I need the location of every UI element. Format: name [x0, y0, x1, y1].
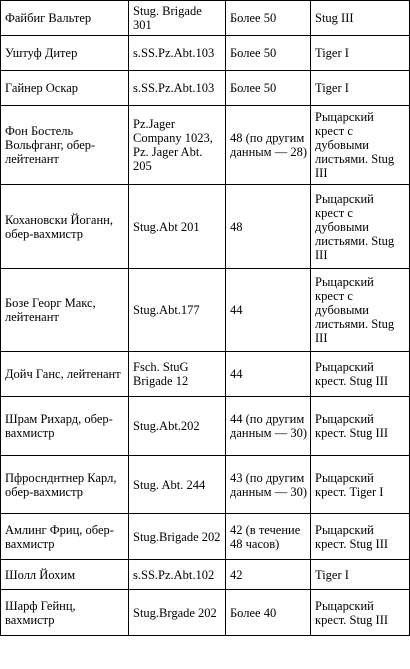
- unit-cell: Stug.Abt 201: [129, 185, 226, 269]
- unit-cell: Stug.Brgade 202: [129, 590, 226, 636]
- table-row: [1, 352, 410, 397]
- table-row: [1, 36, 410, 71]
- award-vehicle-cell: Рыцарский крест с дубовыми листьями. Stug III: [311, 269, 410, 352]
- name-cell: Шарф Гейнц, вахмистр: [1, 590, 129, 636]
- table-row: [1, 185, 410, 269]
- award-vehicle-cell: Рыцарский крест с дубовыми листьями. Stug III: [311, 185, 410, 269]
- table-row: [1, 590, 410, 636]
- unit-cell: s.SS.Pz.Abt.103: [129, 71, 226, 106]
- kills-cell: 48: [226, 185, 311, 269]
- kills-cell: 43 (по другим данным — 30): [226, 456, 311, 514]
- award-vehicle-cell: Рыцарский крест. Stug III: [311, 397, 410, 456]
- name-cell: Уштуф Дитер: [1, 36, 129, 71]
- unit-cell: Fsch. StuG Brigade 12: [129, 352, 226, 397]
- table-row: [1, 514, 410, 560]
- unit-cell: s.SS.Pz.Abt.103: [129, 36, 226, 71]
- unit-cell: Stug.Abt.202: [129, 397, 226, 456]
- table-row: [1, 106, 410, 185]
- kills-cell: 42: [226, 560, 311, 590]
- unit-cell: Stug. Abt. 244: [129, 456, 226, 514]
- name-cell: Фон Бостель Вольфганг, обер-лейтенант: [1, 106, 129, 185]
- name-cell: Пфроснднтнер Карл, обер-вахмистр: [1, 456, 129, 514]
- kills-cell: Более 50: [226, 71, 311, 106]
- award-vehicle-cell: Рыцарский крест. Stug III: [311, 590, 410, 636]
- unit-cell: Pz.Jager Company 1023, Pz. Jager Abt. 205: [129, 106, 226, 185]
- name-cell: Дойч Ганс, лейтенант: [1, 352, 129, 397]
- award-vehicle-cell: Рыцарский крест. Tiger I: [311, 456, 410, 514]
- unit-cell: Stug.Brigade 202: [129, 514, 226, 560]
- unit-cell: Stug. Brigade 301: [129, 1, 226, 36]
- award-vehicle-cell: Tiger I: [311, 71, 410, 106]
- kills-cell: Более 40: [226, 590, 311, 636]
- table-row: [1, 456, 410, 514]
- kills-cell: 44: [226, 269, 311, 352]
- award-vehicle-cell: Рыцарский крест с дубовыми листьями. Stug III: [311, 106, 410, 185]
- name-cell: Шолл Йохим: [1, 560, 129, 590]
- name-cell: Бозе Георг Макс, лейтенант: [1, 269, 129, 352]
- kills-cell: 44: [226, 352, 311, 397]
- table-row: [1, 560, 410, 590]
- kills-cell: 48 (по другим данным — 28): [226, 106, 311, 185]
- table-row: [1, 269, 410, 352]
- award-vehicle-cell: Рыцарский крест. Stug III: [311, 514, 410, 560]
- name-cell: Гайнер Оскар: [1, 71, 129, 106]
- table-row: [1, 71, 410, 106]
- name-cell: Шрам Рихард, обер-вахмистр: [1, 397, 129, 456]
- award-vehicle-cell: Tiger I: [311, 36, 410, 71]
- table-row: [1, 397, 410, 456]
- kills-cell: Более 50: [226, 36, 311, 71]
- name-cell: Амлинг Фриц, обер-вахмистр: [1, 514, 129, 560]
- table-row: [1, 1, 410, 36]
- kills-cell: 42 (в течение 48 часов): [226, 514, 311, 560]
- award-vehicle-cell: Tiger I: [311, 560, 410, 590]
- name-cell: Кохановски Йоганн, обер-вахмистр: [1, 185, 129, 269]
- unit-cell: Stug.Abt.177: [129, 269, 226, 352]
- kills-cell: 44 (по другим данным — 30): [226, 397, 311, 456]
- unit-cell: s.SS.Pz.Abt.102: [129, 560, 226, 590]
- award-vehicle-cell: Stug III: [311, 1, 410, 36]
- kills-cell: Более 50: [226, 1, 311, 36]
- award-vehicle-cell: Рыцарский крест. Stug III: [311, 352, 410, 397]
- name-cell: Файбиг Вальтер: [1, 1, 129, 36]
